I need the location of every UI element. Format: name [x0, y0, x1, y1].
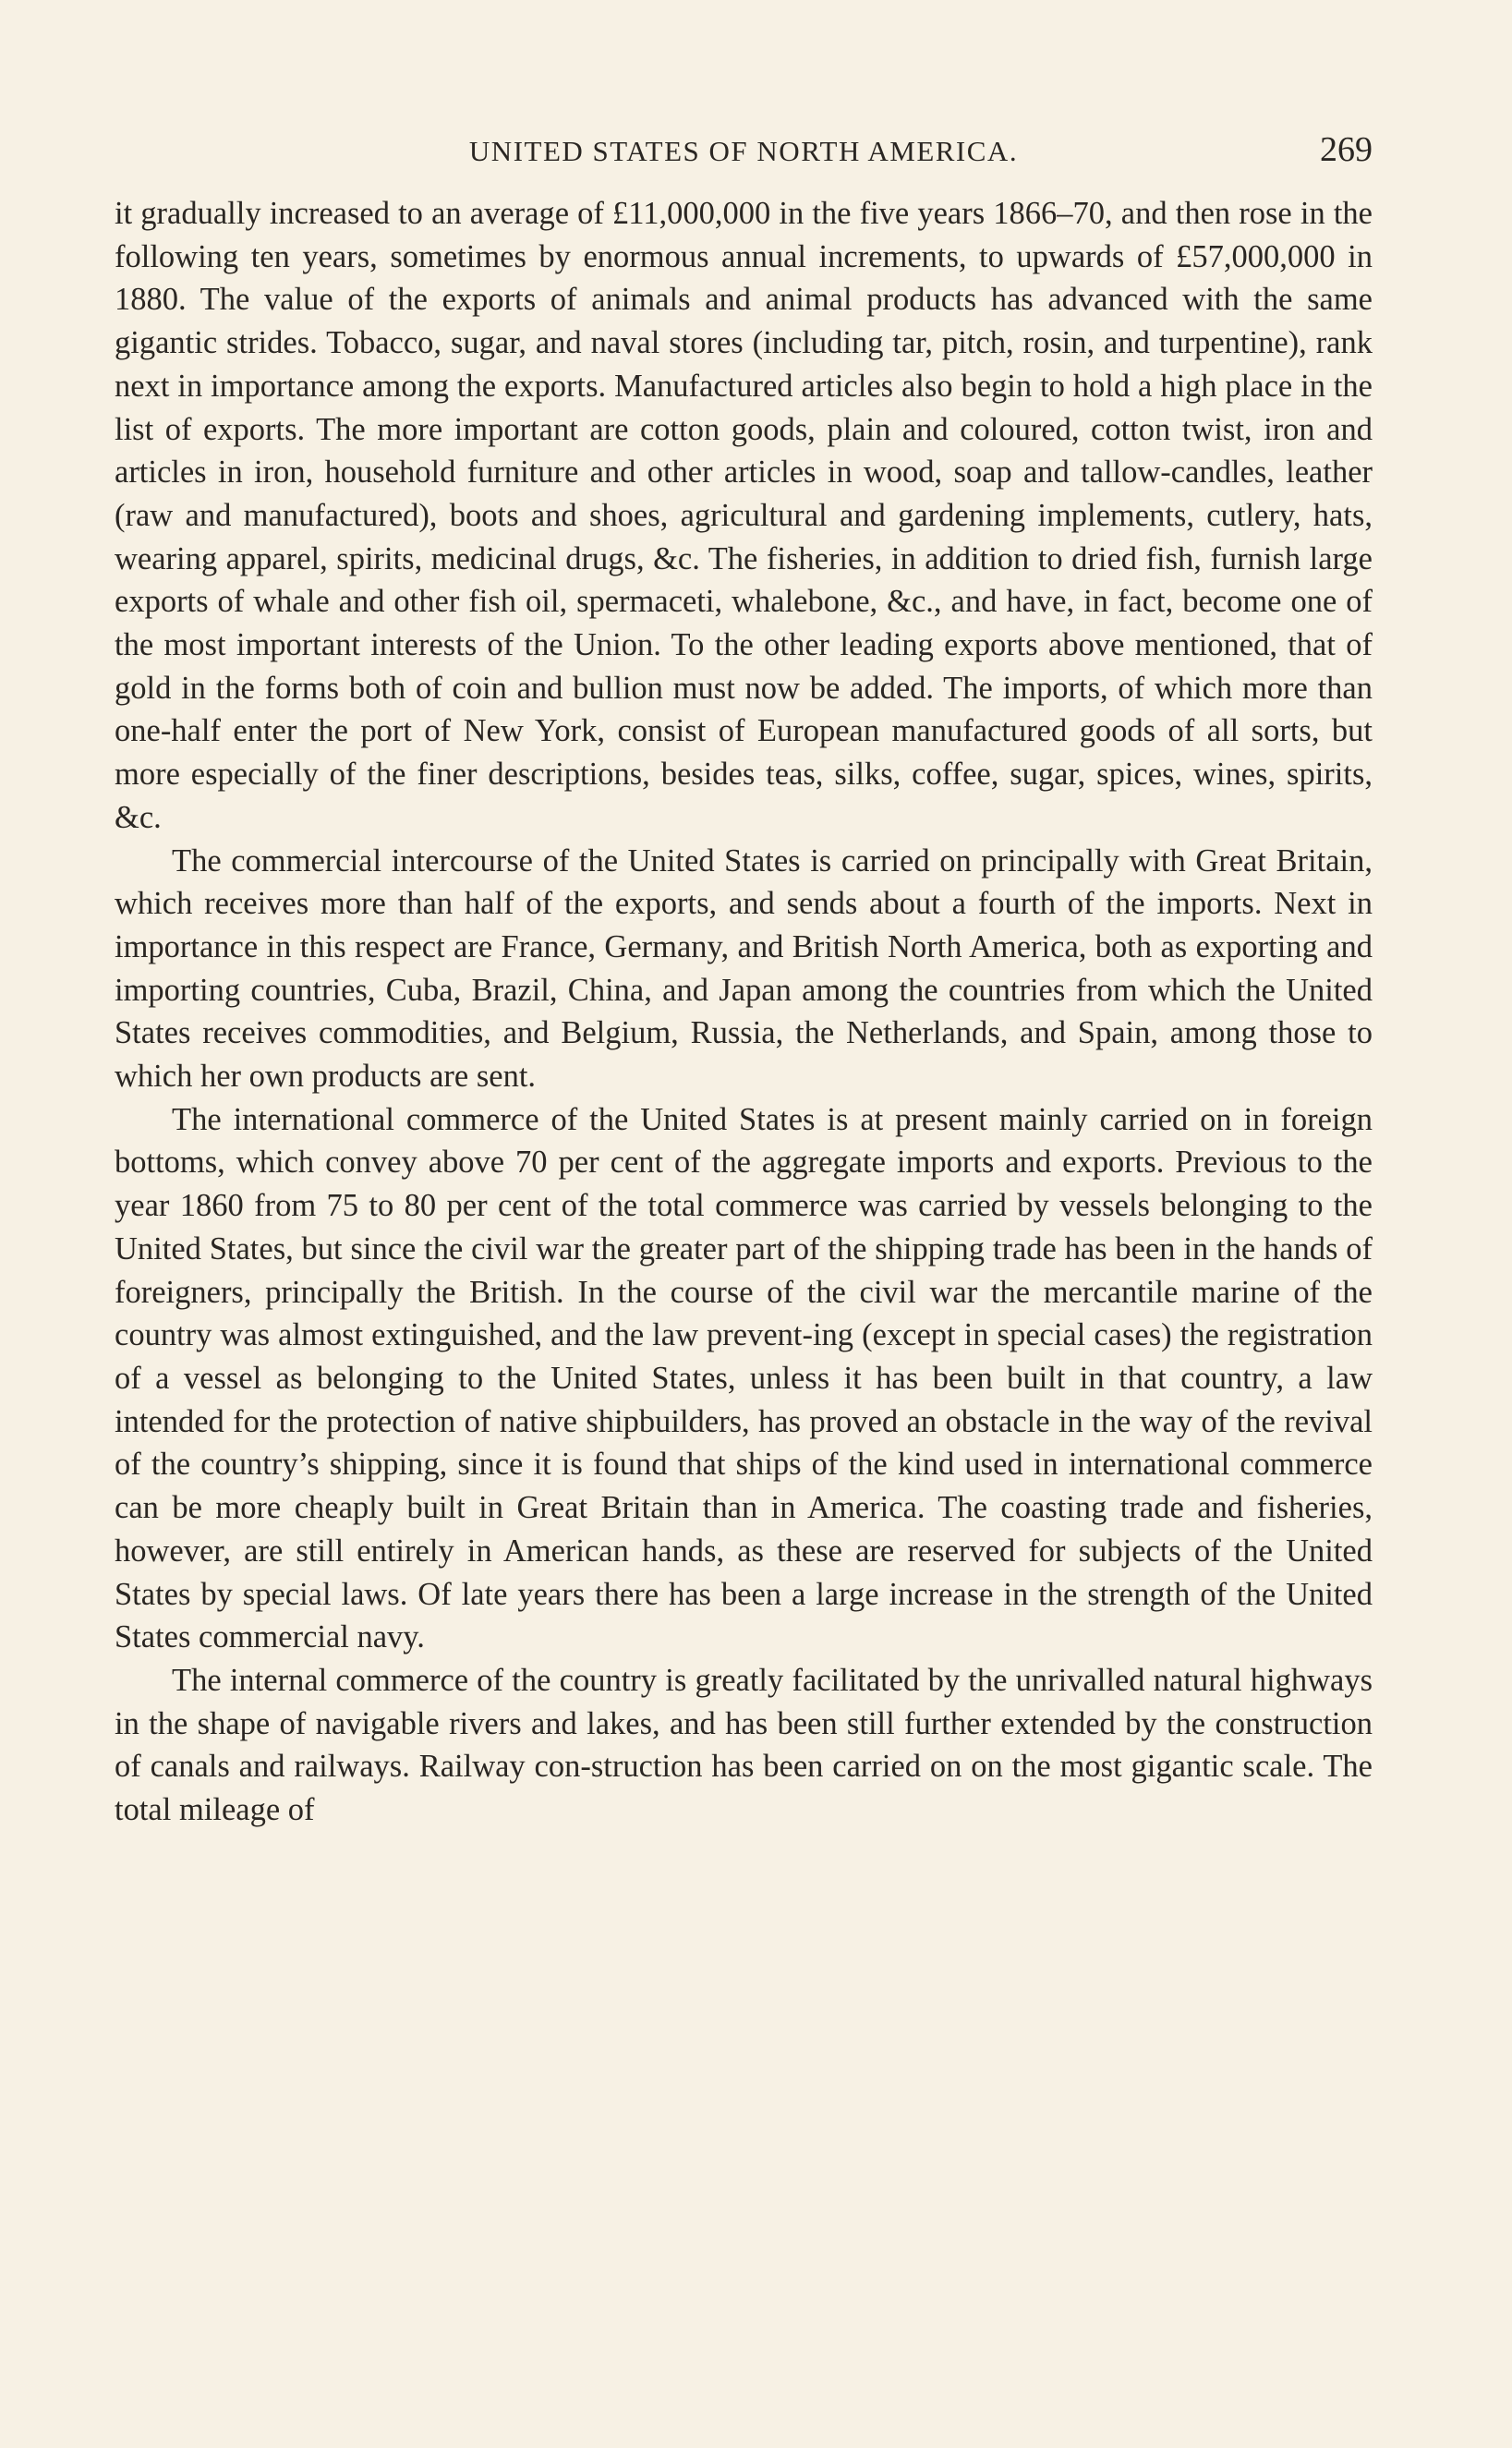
running-title: UNITED STATES OF NORTH AMERICA. [468, 135, 1019, 167]
page-number: 269 [1320, 130, 1373, 169]
paragraph-international-commerce: The international commerce of the United States is at present mainly carried on in foreign bottoms, which convey above 70 per cent of the aggregate imports and exports. Previous to the year 1860 from 75 to 80 per cent of the total commerce was carried by vessels belonging to the United States, but since the civil war the greater part of the shipping trade has been in the hands of foreigners, principally the British. In the course of the civil war the mercantile marine of the country was almost extinguished, and the law prevent-ing (except in special cases) the registration of a vessel as belonging to the United States, unless it has been built in that country, a law intended for the protection of native shipbuilders, has proved an obstacle in the way of the revival of the country’s shipping, since it is found that ships of the kind used in international commerce can be more cheaply built in Great Britain than in America. The coasting trade and fisheries, however, are still entirely in American hands, as these are reserved for subjects of the United States by special laws. Of late years there has been a large increase in the strength of the United States commercial navy. [115, 1101, 1373, 1655]
paragraph-commercial-intercourse: The commercial intercourse of the United States is carried on principally with Great Britain, which receives more than half of the exports, and sends about a fourth of the imports. Next in importance in this respect are France, Germany, and British North America, both as exporting and importing countries, Cuba, Brazil, China, and Japan among the countries from which the United States receives commodities, and Belgium, Russia, the Netherlands, and Spain, among those to which her own products are sent. [115, 842, 1373, 1095]
paragraph-exports: it gradually increased to an average of £11,000,000 in the five years 1866–70, and then rose in the following ten years, sometimes by enormous annual increments, to upwards of £57,000,000 in 1880. The value of the exports of animals and animal products has advanced with the same gigantic strides. Tobacco, sugar, and naval stores (including tar, pitch, rosin, and turpentine), rank next in importance among the exports. Manufactured articles also begin to hold a high place in the list of exports. The more important are cotton goods, plain and coloured, cotton twist, iron and articles in iron, household furniture and other articles in wood, soap and tallow-candles, leather (raw and manufactured), boots and shoes, agricultural and gardening implements, cutlery, hats, wearing apparel, spirits, medicinal drugs, &c. The fisheries, in addition to dried fish, furnish large exports of whale and other fish oil, spermaceti, whalebone, &c., and have, in fact, become one of the most important interests of the Union. To the other leading exports above mentioned, that of gold in the forms both of coin and bullion must now be added. The imports, of which more than one-half enter the port of New York, consist of European manufactured goods of all sorts, but more especially of the finer descriptions, besides teas, silks, coffee, sugar, spices, wines, spirits, &c. [115, 196, 1373, 835]
body-text [115, 192, 1373, 1832]
running-head [115, 129, 1373, 176]
paragraph-internal-commerce: The internal commerce of the country is greatly facilitated by the unrivalled natural highways in the shape of navigable rivers and lakes, and has been still further extended by the construction of canals and railways. Railway con-struction has been carried on on the most gigantic scale. The total mileage of [115, 1662, 1373, 1828]
